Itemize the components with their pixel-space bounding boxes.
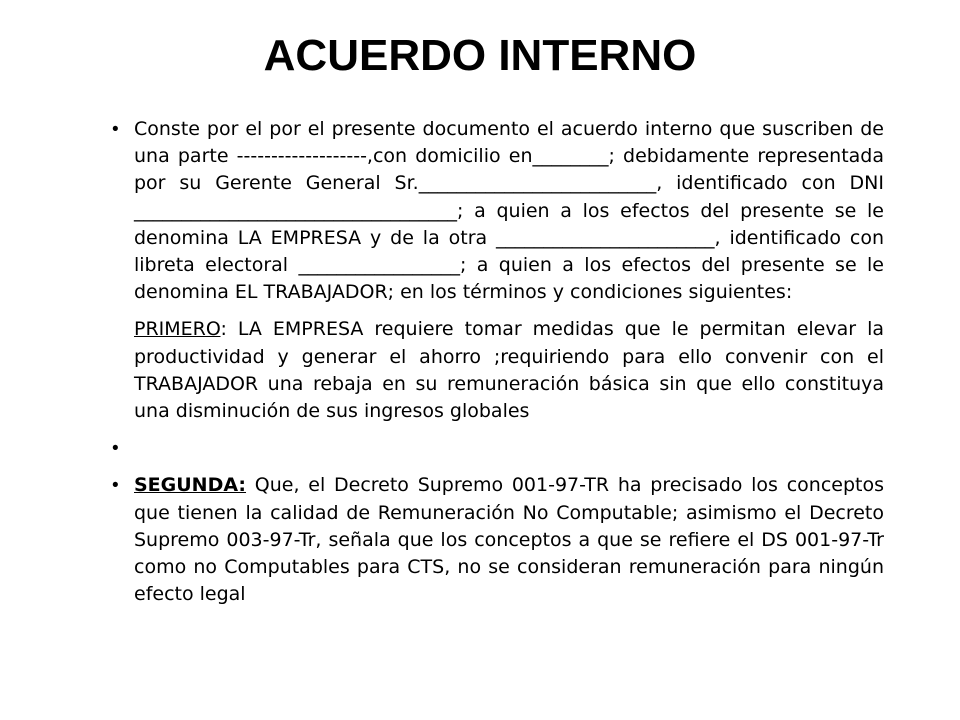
segunda-paragraph — [134, 472, 884, 608]
primero-clause — [112, 316, 884, 425]
bullet-empty — [112, 435, 884, 462]
bullet-dot-icon: • — [112, 438, 119, 460]
intro-paragraph: Conste por el por el presente documento el acuerdo interno que suscriben de una parte -------------------,con domicilio en________; debidamente representada por su Gerente General Sr._________________________, identificado con DNI __________________________________; a quien a los efectos del presente se le denomina LA EMPRESA y de la otra _______________________, identificado con libreta electoral _________________; a quien a los efectos del presente se le denomina EL TRABAJADOR; en los términos y condiciones siguientes: — [134, 118, 884, 304]
segunda-text: Que, el Decreto Supremo 001-97-TR ha precisado los conceptos que tienen la calidad de Remuneración No Computable; asimismo el Decreto Supremo 003-97-Tr, señala que los conceptos a que se refiere el DS 001-97-Tr como no Computables para CTS, no se consideran remuneración para ningún efecto legal — [134, 474, 884, 606]
bullet-dot-icon: • — [112, 119, 119, 140]
page-title: ACUERDO INTERNO — [263, 31, 697, 80]
document-body — [112, 116, 884, 608]
empty-paragraph — [134, 435, 884, 462]
primero-paragraph — [134, 316, 884, 425]
bullet-intro — [112, 116, 884, 306]
segunda-label: SEGUNDA: — [134, 474, 247, 497]
primero-label: PRIMERO — [134, 318, 221, 341]
bullet-dot-icon: • — [112, 475, 119, 497]
bullet-segunda — [112, 472, 884, 608]
primero-text: : LA EMPRESA requiere tomar medidas que le permitan elevar la productividad y generar el ahorro ;requiriendo para ello convenir con el TRABAJADOR una rebaja en su remuneración básica sin que ello constituya una disminución de sus ingresos globales — [134, 318, 884, 423]
